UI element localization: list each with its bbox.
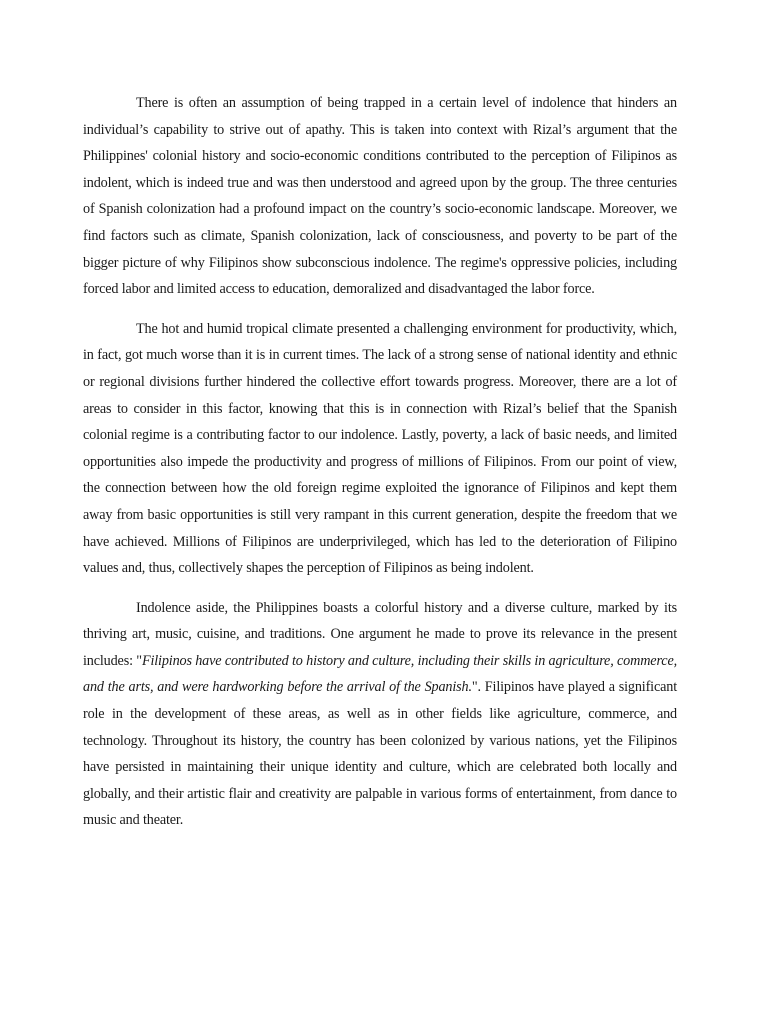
paragraph-2: The hot and humid tropical climate presented a challenging environment for productivity, which, in fact, got much worse than it is in current times. The lack of a strong sense of national identity and ethnic or regional divisions further hindered the collective effort towards progress. Moreover, there are a lot of areas to consider in this factor, knowing that this is in connection with Rizal’s belief that the Spanish colonial regime is a contributing factor to our indolence. Lastly, poverty, a lack of basic needs, and limited opportunities also impede the productivity and progress of millions of Filipinos. From our point of view, the connection between how the old foreign regime exploited the ignorance of Filipinos and kept them away from basic opportunities is still very rampant in this current generation, despite the freedom that we have achieved. Millions of Filipinos are underprivileged, which has led to the deterioration of Filipino values and, thus, collectively shapes the perception of Filipinos as being indolent. xyxy=(83,320,677,577)
rizal-quote: Filipinos have contributed to history and culture, including their skills in agriculture, commerce, and the arts, and were hardworking before the arrival of the Spanish. xyxy=(83,652,677,696)
paragraph-3 xyxy=(83,595,677,834)
paragraph-3-intro: Indolence aside, the Philippines boasts a colorful history and a diverse culture, marked by its thriving art, music, cuisine, and traditions. One argument he made to prove its relevance in the present includes: " xyxy=(83,599,677,669)
paragraph-1: There is often an assumption of being trapped in a certain level of indolence that hinders an individual’s capability to strive out of apathy. This is taken into context with Rizal’s argument that the Philippines' colonial history and socio-economic conditions contributed to the perception of Filipinos as indolent, which is indeed true and was then understood and agreed upon by the group. The three centuries of Spanish colonization had a profound impact on the country’s socio-economic landscape. Moreover, we find factors such as climate, Spanish colonization, lack of consciousness, and poverty to be part of the bigger picture of why Filipinos show subconscious indolence. The regime's oppressive policies, including forced labor and limited access to education, demoralized and disadvantaged the labor force. xyxy=(83,95,677,298)
document-body xyxy=(83,90,677,834)
paragraph-3-continuation: ". Filipinos have played a significant role in the development of these areas, as well as in other fields like agriculture, commerce, and technology. Throughout its history, the country has been colonized by various nations, yet the Filipinos have persisted in maintaining their unique identity and culture, which are celebrated both locally and globally, and their artistic flair and creativity are palpable in various forms of entertainment, from dance to music and theater. xyxy=(83,679,677,829)
